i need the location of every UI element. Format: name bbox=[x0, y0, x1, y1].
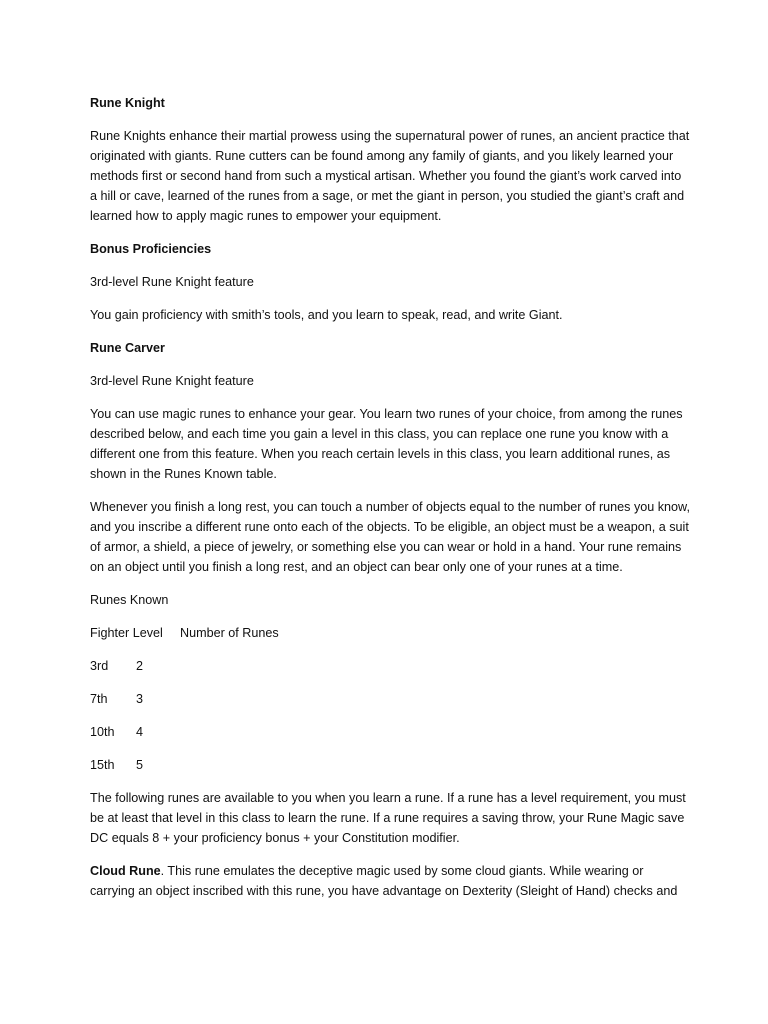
rune-carver-paragraph-2: Whenever you finish a long rest, you can touch a number of objects equal to the number of runes you know, and you inscribe a different rune onto each of the objects. To be eligible, an object must be a weapon, a suit of armor, a shield, a piece of jewelry, or something else you can wear or hold in a hand. Your rune remains on an object until you finish a long rest, and an object can bear only one of your runes at a time. bbox=[90, 500, 690, 574]
rune-carver-feature-level: 3rd-level Rune Knight feature bbox=[90, 374, 254, 388]
table-cell-level: 15th bbox=[90, 758, 115, 772]
table-cell-level: 3rd bbox=[90, 659, 109, 673]
bonus-proficiencies-text: You gain proficiency with smith’s tools, and you learn to speak, read, and write Giant. bbox=[90, 308, 563, 322]
table-cell-level: 10th bbox=[90, 725, 115, 739]
runes-intro-paragraph: The following runes are available to you when you learn a rune. If a rune has a level requirement, you must be at least that level in this class to learn the rune. If a rune requires a saving throw, your Rune Magic save DC equals 8 + your proficiency bonus + your Constitution modifier. bbox=[90, 791, 686, 845]
intro-paragraph: Rune Knights enhance their martial prowess using the supernatural power of runes, an ancient practice that originated with giants. Rune cutters can be found among any family of giants, and you likely learned your methods first or second hand from such a mystical artisan. Whether you found the giant’s work carved into a hill or cave, learned of the runes from a sage, or met the giant in person, you studied the giant’s craft and learned how to apply magic runes to empower your equipment. bbox=[90, 129, 690, 223]
rune-carver-paragraph-1: You can use magic runes to enhance your gear. You learn two runes of your choice, from among the runes described below, and each time you gain a level in this class, you can replace one rune you know with a different one from this feature. When you reach certain levels in this class, you learn additional runes, as shown in the Runes Known table. bbox=[90, 407, 683, 481]
header-number-of-runes: Number of Runes bbox=[180, 626, 279, 640]
table-row bbox=[90, 689, 690, 709]
cloud-rune-paragraph bbox=[90, 861, 690, 901]
cloud-rune-text: . This rune emulates the deceptive magic used by some cloud giants. While wearing or carrying an object inscribed with this rune, you have advantage on Dexterity (Sleight of Hand) checks and bbox=[90, 864, 678, 898]
bonus-proficiencies-heading: Bonus Proficiencies bbox=[90, 242, 212, 256]
bonus-feature-level: 3rd-level Rune Knight feature bbox=[90, 275, 254, 289]
document-title: Rune Knight bbox=[90, 96, 165, 110]
rune-carver-heading: Rune Carver bbox=[90, 341, 165, 355]
header-fighter-level: Fighter Level bbox=[90, 626, 163, 640]
table-cell-runes: 4 bbox=[136, 725, 144, 739]
table-cell-runes: 3 bbox=[136, 692, 144, 706]
runes-known-caption: Runes Known bbox=[90, 593, 169, 607]
table-row bbox=[90, 722, 690, 742]
cloud-rune-name: Cloud Rune bbox=[90, 864, 161, 878]
table-cell-runes: 5 bbox=[136, 758, 144, 772]
document-page bbox=[90, 93, 690, 914]
table-cell-runes: 2 bbox=[136, 659, 144, 673]
table-row bbox=[90, 656, 690, 676]
table-cell-level: 7th bbox=[90, 692, 108, 706]
runes-known-header-row bbox=[90, 623, 690, 643]
table-row bbox=[90, 755, 690, 775]
